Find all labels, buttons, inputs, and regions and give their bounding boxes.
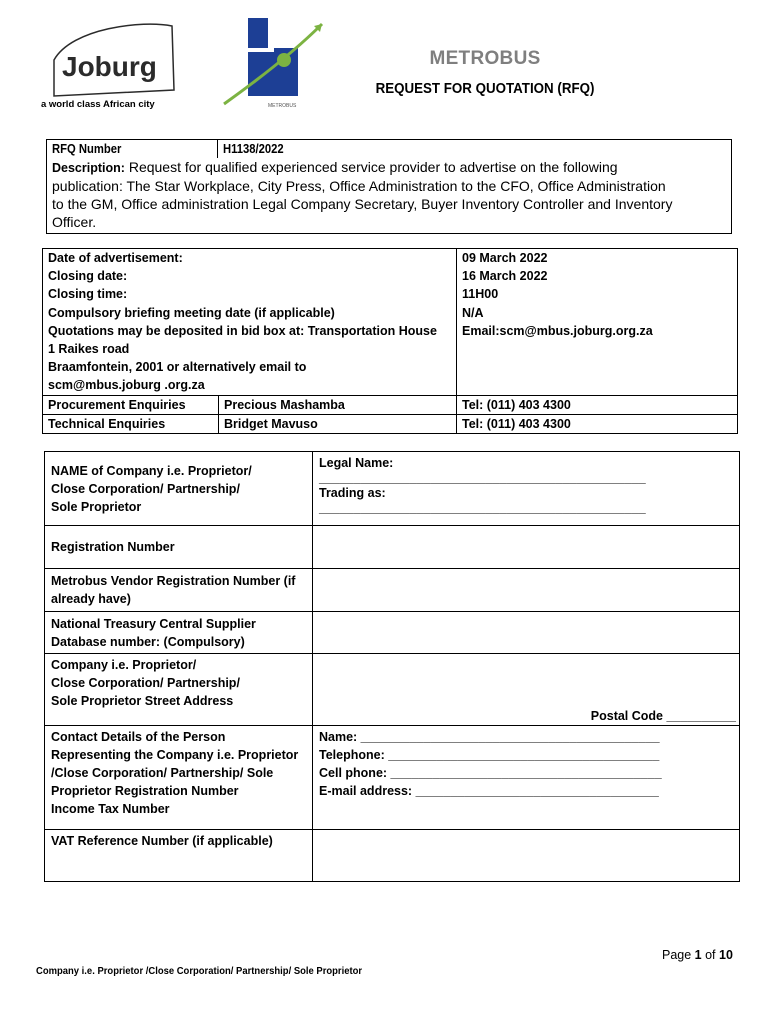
description-label: Description:	[52, 161, 125, 175]
advert-value: 11H00	[462, 287, 499, 302]
trading-as-line[interactable]: _______________________________________________	[319, 501, 646, 515]
page-number: Page 1 of 10	[662, 948, 733, 962]
enquiry-row	[43, 414, 738, 433]
legal-name-line[interactable]: _______________________________________________	[319, 471, 646, 485]
rfq-number-value: H1138/2022	[218, 140, 732, 159]
vendor-registration-label: Metrobus Vendor Registration Number (if already have)	[45, 569, 313, 612]
contact-details-label: Contact Details of the Person Representing the Company i.e. Proprietor /Close Corporation/ Partnership/ Sole Proprietor Registration Number Income Tax Number	[45, 726, 313, 830]
enquiry-contact: Bridget Mavuso	[219, 414, 457, 433]
description-line: Officer.	[52, 214, 97, 230]
advert-values	[457, 249, 738, 396]
contact-email-field[interactable]: E-mail address: ___________________________________	[319, 784, 659, 798]
advert-label: Closing date:	[48, 269, 128, 284]
footer-company-text: Company i.e. Proprietor /Close Corporation/ Partnership/ Sole Proprietor	[36, 965, 363, 977]
deposit-email: Email:scm@mbus.joburg.org.za	[462, 323, 653, 338]
rfq-description	[47, 158, 732, 234]
company-name-field[interactable]	[313, 452, 740, 526]
deposit-line: 1 Raikes road	[48, 342, 130, 357]
joburg-logo-text: Joburg	[62, 51, 157, 82]
enquiry-row	[43, 395, 738, 414]
vendor-registration-field[interactable]	[313, 569, 740, 612]
deposit-line: scm@mbus.joburg .org.za	[48, 378, 205, 393]
contact-details-fields	[313, 726, 740, 830]
enquiry-label: Technical Enquiries	[43, 414, 219, 433]
postal-code-field[interactable]: Postal Code __________	[590, 709, 736, 723]
org-title: METROBUS	[429, 48, 541, 69]
legal-name-label: Legal Name:	[319, 456, 394, 470]
advert-label: Date of advertisement:	[48, 251, 183, 265]
enquiry-tel: Tel: (011) 403 4300	[457, 414, 738, 433]
description-line: to the GM, Office administration Legal Company Secretary, Buyer Inventory Controller and Inventory	[52, 196, 673, 212]
contact-cellphone-field[interactable]: Cell phone: _______________________________________	[319, 766, 662, 780]
rfq-number-label: RFQ Number	[47, 140, 218, 159]
street-address-label: Company i.e. Proprietor/ Close Corporation/ Partnership/ Sole Proprietor Street Address	[45, 654, 313, 726]
metrobus-logo-text: METROBUS	[268, 103, 297, 109]
advert-value: 16 March 2022	[462, 269, 548, 284]
enquiry-tel: Tel: (011) 403 4300	[457, 395, 738, 414]
advert-labels	[43, 249, 457, 396]
treasury-database-label: National Treasury Central Supplier Database number: (Compulsory)	[45, 612, 313, 654]
contact-telephone-field[interactable]: Telephone: _______________________________________	[319, 748, 660, 762]
advert-value: 09 March 2022	[462, 251, 548, 265]
registration-number-label: Registration Number	[45, 526, 313, 569]
document-title: REQUEST FOR QUOTATION (RFQ)	[375, 81, 595, 97]
income-tax-label: Income Tax Number	[51, 802, 170, 816]
deposit-line: Quotations may be deposited in bid box at: Transportation House	[48, 323, 437, 338]
enquiry-label: Procurement Enquiries	[43, 395, 219, 414]
trading-as-label: Trading as:	[319, 486, 386, 500]
joburg-logo	[42, 18, 182, 110]
advert-label: Closing time:	[48, 287, 128, 302]
company-name-label: NAME of Company i.e. Proprietor/ Close Corporation/ Partnership/ Sole Proprietor	[45, 452, 313, 526]
metrobus-logo	[222, 14, 330, 110]
treasury-database-field[interactable]	[313, 612, 740, 654]
enquiry-contact: Precious Mashamba	[219, 395, 457, 414]
advert-label: Compulsory briefing meeting date (if applicable)	[48, 305, 335, 320]
registration-number-field[interactable]	[313, 526, 740, 569]
company-details-table	[44, 451, 740, 882]
advertisement-table	[42, 248, 738, 434]
joburg-tagline: a world class African city	[41, 99, 155, 110]
description-line: Request for qualified experienced service provider to advertise on the following	[124, 159, 618, 175]
description-line: publication: The Star Workplace, City Press, Office Administration to the CFO, Office Administration	[52, 178, 666, 194]
vat-reference-label: VAT Reference Number (if applicable)	[45, 830, 313, 882]
contact-name-field[interactable]: Name: ___________________________________________	[319, 730, 660, 744]
advert-value: N/A	[462, 305, 484, 320]
vat-reference-field[interactable]	[313, 830, 740, 882]
street-address-field[interactable]	[313, 654, 740, 726]
deposit-line: Braamfontein, 2001 or alternatively email to	[48, 360, 307, 375]
rfq-table	[46, 139, 732, 234]
